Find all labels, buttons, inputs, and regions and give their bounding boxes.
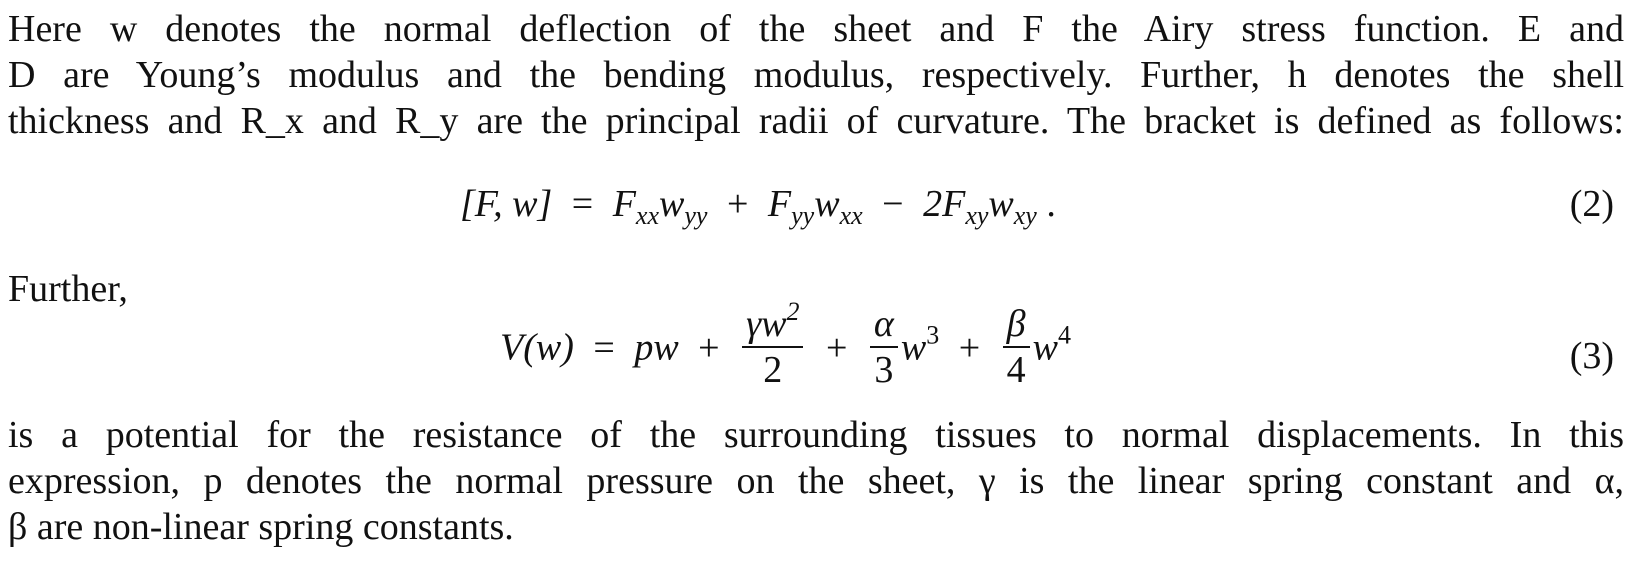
eq2-term-1: F: [612, 183, 636, 225]
eq3-fraction-2: [870, 304, 898, 390]
eq3-w4-sup: 4: [1057, 320, 1071, 350]
p2-l2-text: expression, p denotes the normal pressure on the sheet, γ is the linear spring constant and α,: [8, 460, 1624, 502]
equation-2: [8, 182, 1624, 232]
eq2-lhs: [F, w]: [460, 183, 553, 225]
paragraph-1-line-1: [8, 6, 1624, 52]
eq3-w3-sup: 3: [926, 320, 940, 350]
eq3-fraction-1: [742, 297, 803, 391]
eq2-term-3-sub: xy: [965, 201, 989, 230]
eq3-frac-3-denominator: 4: [1006, 349, 1026, 391]
eq3-frac-2-numerator: α: [870, 304, 898, 348]
paragraph-1-line-2: [8, 52, 1624, 98]
further-text: Further,: [8, 268, 128, 310]
eq3-frac-1-numerator: [742, 297, 803, 348]
eq2-term-3-w: w: [988, 183, 1014, 225]
equation-3: [8, 297, 1624, 404]
eq2-term-1-sub: xx: [635, 201, 659, 230]
equation-3-number: (3): [1569, 335, 1614, 377]
eq3-fraction-3: [1003, 304, 1030, 390]
eq3-w4: w: [1032, 326, 1058, 369]
eq2-plus: +: [726, 183, 749, 225]
p2-l1-text: is a potential for the resistance of the surrounding tissues to normal displacements. In this: [8, 414, 1624, 456]
eq2-term-3-w-sub: xy: [1013, 201, 1037, 230]
eq2-term-2-w-sub: xx: [839, 201, 863, 230]
eq3-frac-2-denominator: 3: [874, 349, 894, 391]
eq3-frac-1-denominator: 2: [763, 349, 783, 391]
eq2-term-2-sub: yy: [791, 201, 815, 230]
p1-l3-text: thickness and R_x and R_y are the principal radii of curvature. The bracket is defined as follows:: [8, 100, 1624, 142]
eq3-w3: w: [900, 326, 927, 369]
paragraph-2-line-1: [8, 412, 1624, 458]
equation-2-body: [460, 182, 1056, 230]
eq3-lhs: V(w): [500, 326, 574, 369]
eq2-term-1-w: w: [659, 183, 685, 225]
eq3-frac-1-num-sup: 2: [786, 297, 800, 326]
eq2-term-1-w-sub: yy: [684, 201, 708, 230]
equation-2-number: (2): [1569, 183, 1614, 225]
p2-l3-text: β are non-linear spring constants.: [8, 506, 514, 548]
eq2-end: .: [1046, 183, 1056, 225]
eq2-equals: =: [571, 183, 594, 225]
eq3-frac-1-num-text: γw: [746, 303, 787, 345]
paragraph-2-line-3: [8, 504, 1624, 550]
p1-l2-text: D are Young’s modulus and the bending modulus, respectively. Further, h denotes the shell: [8, 54, 1624, 96]
eq3-equals: =: [593, 326, 615, 369]
eq3-plus-2: +: [825, 326, 848, 369]
eq3-frac-3-numerator: β: [1003, 304, 1030, 348]
eq2-term-3: 2F: [923, 183, 966, 225]
equation-3-body: [500, 297, 1071, 394]
eq3-term-1: pw: [634, 326, 679, 369]
paper-page: [8, 0, 1624, 568]
paragraph-1-line-3: [8, 98, 1624, 144]
eq2-term-2-w: w: [814, 183, 840, 225]
eq2-term-2: F: [767, 183, 792, 225]
eq3-plus-1: +: [698, 326, 720, 369]
paragraph-2-line-2: [8, 458, 1624, 504]
p1-l1-text: Here w denotes the normal deflection of the sheet and F the Airy stress function. E and: [8, 8, 1624, 50]
eq2-minus: −: [882, 183, 904, 225]
eq3-plus-3: +: [958, 326, 981, 369]
